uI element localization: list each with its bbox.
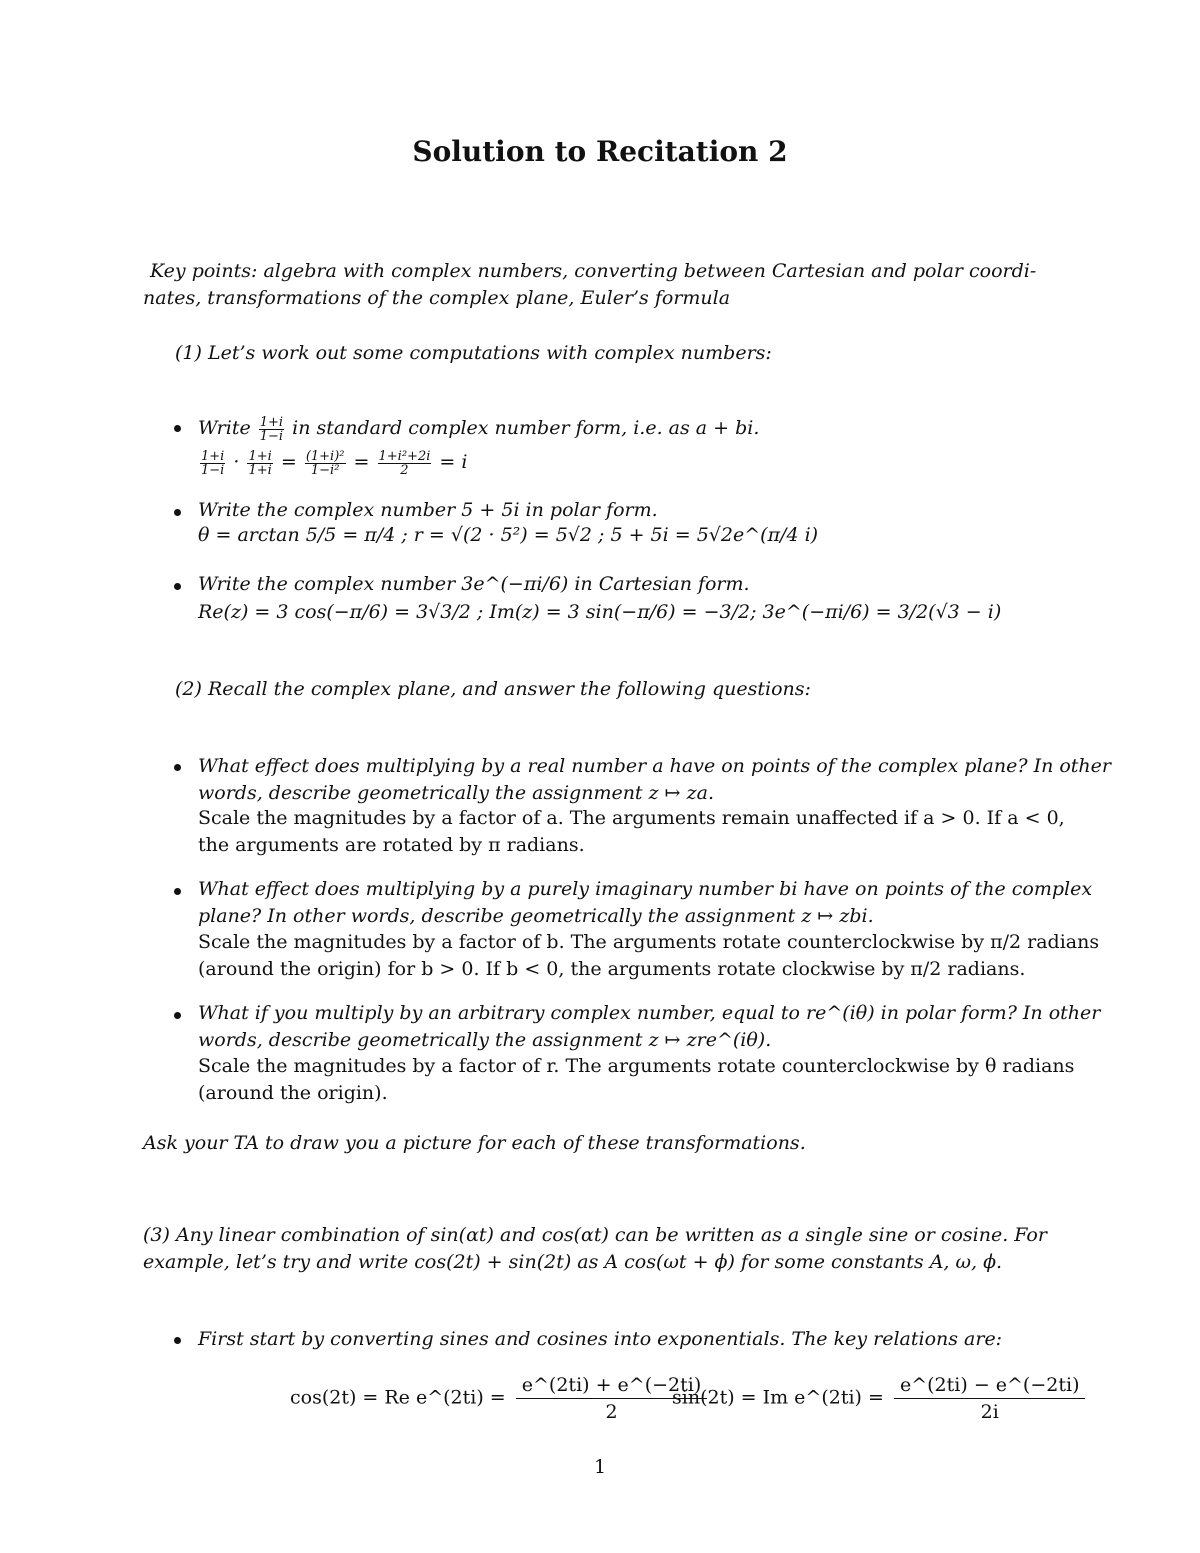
equation-sin: sin(2t) = Im e^(2ti) = $\frac{e\^{}(2ti) - e\^{}(-2ti)}{2i}$ <box>672 1372 1089 1425</box>
section-2-closing: Ask your TA to draw you a picture for each of these transformations. <box>143 1132 806 1154</box>
question-2b-line-2: plane? In other words, describe geometrically the assignment z ↦ zbi. <box>198 905 874 927</box>
question-2a-line-2: words, describe geometrically the assignment z ↦ za. <box>198 782 714 804</box>
question-2b-line-1: What effect does multiplying by a purely imaginary number bi have on points of the complex <box>198 878 1093 900</box>
section-1-heading: (1) Let’s work out some computations with complex numbers: <box>175 342 772 364</box>
bullet-icon <box>174 425 181 432</box>
section-3-intro-line-1: (3) Any linear combination of sin(αt) and cos(αt) can be written as a single sine or cosine. For <box>143 1224 1047 1246</box>
answer-1c: Re(z) = 3 cos(−π/6) = 3√3/2 ; Im(z) = 3 sin(−π/6) = −3/2; 3e^(−πi/6) = 3/2(√3 − i) <box>198 601 1002 623</box>
answer-2c-line-1: Scale the magnitudes by a factor of r. The arguments rotate counterclockwise by θ radians <box>198 1055 1075 1077</box>
answer-2b-line-1: Scale the magnitudes by a factor of b. The arguments rotate counterclockwise by π/2 radians <box>198 931 1100 953</box>
bullet-icon <box>174 583 181 590</box>
question-2a-line-1: What effect does multiplying by a real number a have on points of the complex plane? In other <box>198 755 1111 777</box>
question-1a: Write $\frac{1+i}{1-i}$ in standard complex number form, i.e. as a + bi. <box>198 414 760 444</box>
bullet-icon <box>174 764 181 771</box>
section-2-heading: (2) Recall the complex plane, and answer the following questions: <box>175 678 811 700</box>
page-number: 1 <box>593 1456 607 1478</box>
section-3-intro-line-2: example, let’s try and write cos(2t) + sin(2t) as A cos(ωt + ϕ) for some constants A, ω, ϕ. <box>143 1251 1003 1273</box>
key-points-line-2: nates, transformations of the complex plane, Euler’s formula <box>143 287 731 309</box>
question-2c-line-1: What if you multiply by an arbitrary complex number, equal to re^(iθ) in polar form? In other <box>198 1002 1101 1024</box>
bullet-icon <box>174 509 181 516</box>
page-title: Solution to Recitation 2 <box>412 135 788 168</box>
answer-2c-line-2: (around the origin). <box>198 1082 388 1104</box>
question-1b: Write the complex number 5 + 5i in polar form. <box>198 499 658 521</box>
answer-2a-line-2: the arguments are rotated by π radians. <box>198 834 585 856</box>
answer-1b: θ = arctan 5/5 = π/4 ; r = √(2 · 5²) = 5√2 ; 5 + 5i = 5√2e^(π/4 i) <box>198 524 819 546</box>
question-2c-line-2: words, describe geometrically the assignment z ↦ zre^(iθ). <box>198 1029 772 1051</box>
section-3-bullet: First start by converting sines and cosines into exponentials. The key relations are: <box>198 1328 1003 1350</box>
answer-1a: $\frac{1+i}{1-i}$ · $\frac{1+i}{1+i}$ = $\frac{\text{(1+i)²}}{\text{1−i²}}$ = $\frac{\text{1+i²+2i}}{2}$ = i <box>201 448 468 478</box>
question-1c: Write the complex number 3e^(−πi/6) in Cartesian form. <box>198 573 750 595</box>
answer-2a-line-1: Scale the magnitudes by a factor of a. The arguments remain unaffected if a > 0. If a < 0, <box>198 807 1065 829</box>
key-points-line-1: Key points: algebra with complex numbers, converting between Cartesian and polar coordi- <box>150 260 1037 282</box>
equation-cos: cos(2t) = Re e^(2ti) = $\frac{e\^{}(2ti) + e\^{}(-2ti)}{2}$ <box>290 1372 711 1425</box>
answer-2b-line-2: (around the origin) for b > 0. If b < 0, the arguments rotate clockwise by π/2 radians. <box>198 958 1026 980</box>
bullet-icon <box>174 1337 181 1344</box>
bullet-icon <box>174 1012 181 1019</box>
bullet-icon <box>174 888 181 895</box>
